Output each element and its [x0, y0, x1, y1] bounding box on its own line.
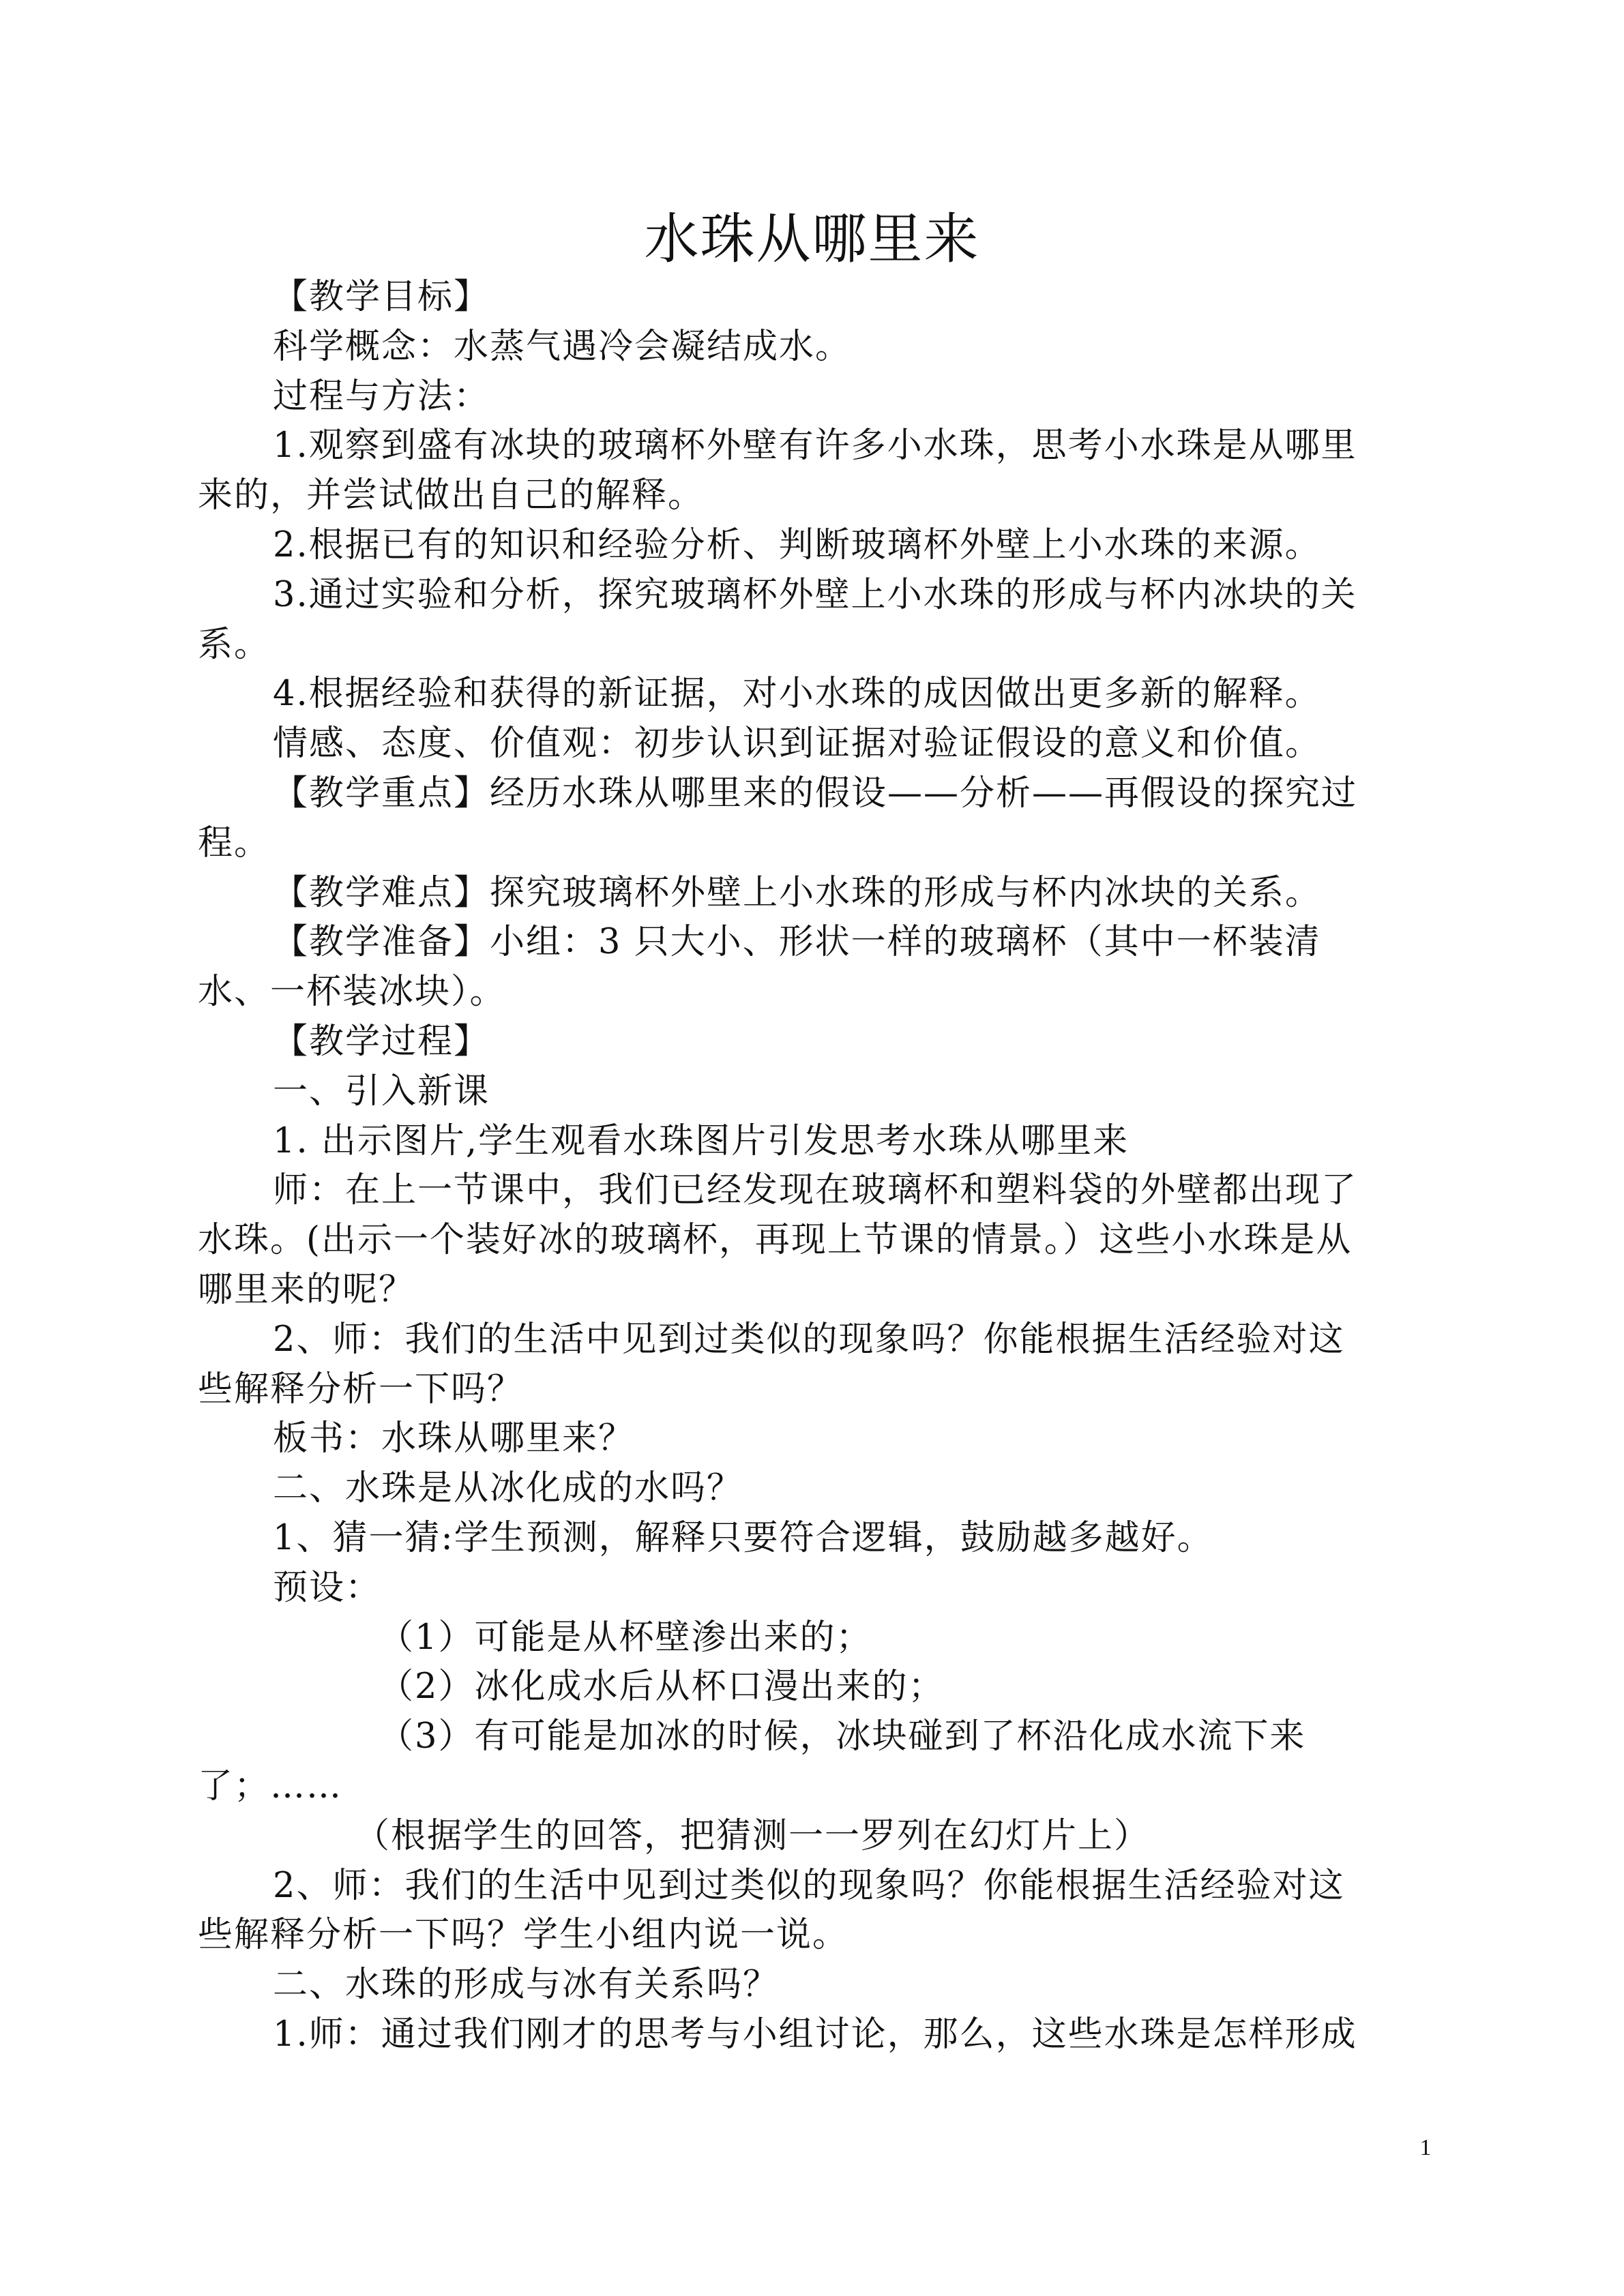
text-line: （2）冰化成水后从杯口漫出来的；	[379, 1667, 945, 1708]
text-line: 3.通过实验和分析，探究玻璃杯外壁上小水珠的形成与杯内冰块的关	[273, 574, 1357, 615]
text-line: 4.根据经验和获得的新证据，对小水珠的成因做出更多新的解释。	[273, 674, 1321, 715]
text-line: 师：在上一节课中，我们已经发现在玻璃杯和塑料袋的外壁都出现了	[273, 1170, 1358, 1211]
text-line: 1.师：通过我们刚才的思考与小组讨论，那么，这些水珠是怎样形成	[273, 2014, 1357, 2055]
page-title: 水珠从哪里来	[644, 207, 980, 271]
text-line: 些解释分析一下吗？	[198, 1369, 524, 1410]
text-line: 了；……	[198, 1765, 343, 1806]
text-line: 来的，并尝试做出自己的解释。	[198, 475, 705, 516]
document-body	[198, 273, 1419, 2060]
text-line: 【教学准备】小组：3 只大小、形状一样的玻璃杯（其中一杯装清	[273, 922, 1321, 963]
text-line: 预设：	[273, 1567, 382, 1608]
text-line: 水、一杯装冰块）。	[198, 972, 506, 1013]
text-line: 程。	[198, 822, 271, 863]
page-number: 1	[1419, 2135, 1432, 2160]
text-line: 2、师：我们的生活中见到过类似的现象吗？你能根据生活经验对这	[273, 1865, 1345, 1906]
text-line: 1、猜一猜:学生预测，解释只要符合逻辑，鼓励越多越好。	[273, 1517, 1213, 1558]
text-line: 【教学过程】	[273, 1021, 490, 1062]
text-line: 一、引入新课	[273, 1071, 490, 1112]
text-line: 水珠。(出示一个装好冰的玻璃杯，再现上节课的情景。）这些小水珠是从	[198, 1220, 1353, 1261]
text-line: 二、水珠是从冰化成的水吗？	[273, 1468, 743, 1509]
text-line: 【教学难点】探究玻璃杯外壁上小水珠的形成与杯内冰块的关系。	[273, 872, 1322, 913]
text-line: 二、水珠的形成与冰有关系吗？	[273, 1965, 780, 2006]
text-line: 过程与方法：	[273, 376, 490, 417]
text-line: 【教学重点】经历水珠从哪里来的假设——分析——再假设的探究过	[273, 773, 1358, 814]
text-line: 哪里来的呢？	[198, 1269, 415, 1310]
text-line: 板书：水珠从哪里来？	[273, 1418, 635, 1459]
text-line: 1. 出示图片,学生观看水珠图片引发思考水珠从哪里来	[273, 1120, 1130, 1161]
text-line: 1.观察到盛有冰块的玻璃杯外壁有许多小水珠，思考小水珠是从哪里	[273, 426, 1357, 466]
text-line: 【教学目标】	[273, 277, 490, 317]
text-line: 系。	[198, 624, 271, 665]
text-line: 2.根据已有的知识和经验分析、判断玻璃杯外壁上小水珠的来源。	[273, 524, 1321, 565]
text-line: （3）有可能是加冰的时候，冰块碰到了杯沿化成水流下来	[379, 1716, 1306, 1757]
text-line: 情感、态度、价值观：初步认识到证据对验证假设的意义和价值。	[273, 724, 1322, 764]
text-line: （根据学生的回答，把猜测一一罗列在幻灯片上）	[355, 1815, 1151, 1856]
text-line: 科学概念：水蒸气遇冷会凝结成水。	[273, 326, 852, 367]
text-line: 2、师：我们的生活中见到过类似的现象吗？你能根据生活经验对这	[273, 1319, 1345, 1360]
text-line: （1）可能是从杯壁渗出来的；	[379, 1617, 872, 1658]
text-line: 些解释分析一下吗？学生小组内说一说。	[198, 1915, 849, 1956]
